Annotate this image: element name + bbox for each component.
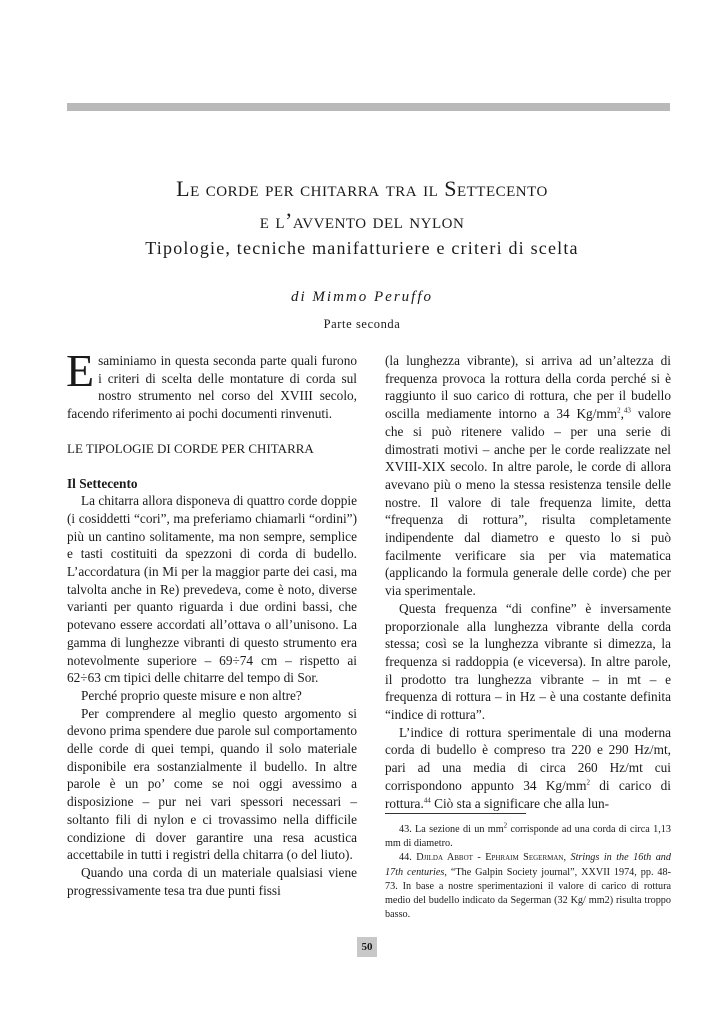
intro-text: saminiamo in questa seconda parte quali furono i criteri di scelta delle montature di corda sul nostro strumento nel corso del XVIII secolo, facendo riferimento ai pochi documenti rinvenuti. xyxy=(67,353,357,422)
left-column xyxy=(66,345,357,899)
body-paragraph: L’indice di rottura sperimentale di una moderna corda di budello è compreso tra 220 e 290 Hz/mt, pari ad una media di circa 260 Hz/mt cui corrispondono appunto 34 $Kg/mm^2$ di carico di rottura.$^{44}$ Ciò sta a significare che alla lun- xyxy=(385,724,671,811)
article-title-line-1: Le corde per chitarra tra il Settecento xyxy=(176,176,548,201)
footnote-43: 43. La sezione di un $mm^2$ corrisponde ad una corda di circa 1,13 mm di diametro. xyxy=(385,821,671,850)
footnote-ref-44: 44 xyxy=(423,796,431,805)
part-label: Parte seconda xyxy=(323,317,401,331)
intro-paragraph xyxy=(66,345,357,423)
body-paragraph: Perché proprio queste misure e non altre? xyxy=(81,687,302,703)
body-paragraph: Per comprendere al meglio questo argomento si devono prima spendere due parole sul comportamento delle corde di quei tempi, quando il solo materiale disponibile era sostanzialmente il budello. In altre parole è un po’ come se noi oggi avessimo a disposizione – pur nei vari spessori necessari – soltanto fili di nylon e ci trovassimo nella difficile condizione di dover garantire una resa acustica accettabile in tutti i registri della chitarra (o del liuto). xyxy=(67,705,357,863)
footnote-divider xyxy=(385,813,526,814)
article-title-line-2: e l’avvento del nylon xyxy=(259,208,465,233)
right-column xyxy=(385,352,671,812)
author-byline: di Mimmo Peruffo xyxy=(291,289,433,305)
footnote-44: 44. Djilda Abbot - Ephraim Segerman, Strings in the 16th and 17th centuries, “The Galpin Society journal”, XXVII 1974, pp. 48-73. In base a nostre sperimentazioni il valore di carico di rottura medio del budello indicato da Segerman (32 Kg/ mm2) risulta troppo basso. xyxy=(385,852,671,921)
body-paragraph: (la lunghezza vibrante), si arriva ad un’altezza di frequenza provoca la rottura della corda perché si è raggiunto il suo carico di rottura, che per il budello oscilla mediamente intorno a 34 $Kg/mm^2,^{43}$ valore che si può ritenere valido – per una serie di dimostrati motivi – anche per le corde realizzate nel XVIII-XIX secolo. In altre parole, le corde di allora avevano più o meno la stessa resistenza tensile delle nostre. Il valore di tale frequenza limite, detta “frequenza di rottura”, risulta completamente indipendente dal diametro e questo lo si può facilmente verificare sia per via matematica (applicando la formula generale delle corde) che per via sperimentale. xyxy=(385,353,671,599)
section-heading: LE TIPOLOGIE DI CORDE PER CHITARRA xyxy=(67,440,314,456)
footnote-ref-43: 43 xyxy=(623,406,631,415)
page-number: 50 xyxy=(357,937,377,957)
body-paragraph: La chitarra allora disponeva di quattro corde doppie (i cosiddetti “cori”, ma preferiamo chiamarli “ordini”) più un cantino solitamente, ma non sempre, semplice e tasti costituiti da spezzoni di corda di budello. L’accordatura (in Mi per la maggior parte dei casi, ma talvolta anche in Re) prevedeva, come è noto, diverse varianti per quanto riguarda i due ordini bassi, che potevano essere accordati all’ottava o all’unisono. La gamma di lunghezze vibranti di questo strumento era notevolmente superiore – 69÷74 cm – rispetto ai 62÷63 cm tipici delle chitarre del tempo di Sor. xyxy=(67,493,357,686)
subheading: Il Settecento xyxy=(67,475,138,491)
top-rule-bar xyxy=(67,103,670,111)
drop-cap: E xyxy=(66,345,95,396)
footnotes xyxy=(385,823,671,922)
article-subtitle: Tipologie, tecniche manifatturiere e criteri di scelta xyxy=(145,238,579,258)
body-paragraph: Questa frequenza “di confine” è inversamente proporzionale alla lunghezza vibrante della corda stessa; così se la lunghezza vibrante si dimezza, la frequenza si raddoppia (e viceversa). In altre parole, il prodotto tra lunghezza vibrante – in mt – e frequenza di rottura – in Hz – è una costante definita “indice di rottura”. xyxy=(385,600,671,723)
body-paragraph: Quando una corda di un materiale qualsiasi viene progressivamente tesa tra due punti fissi xyxy=(67,864,357,898)
